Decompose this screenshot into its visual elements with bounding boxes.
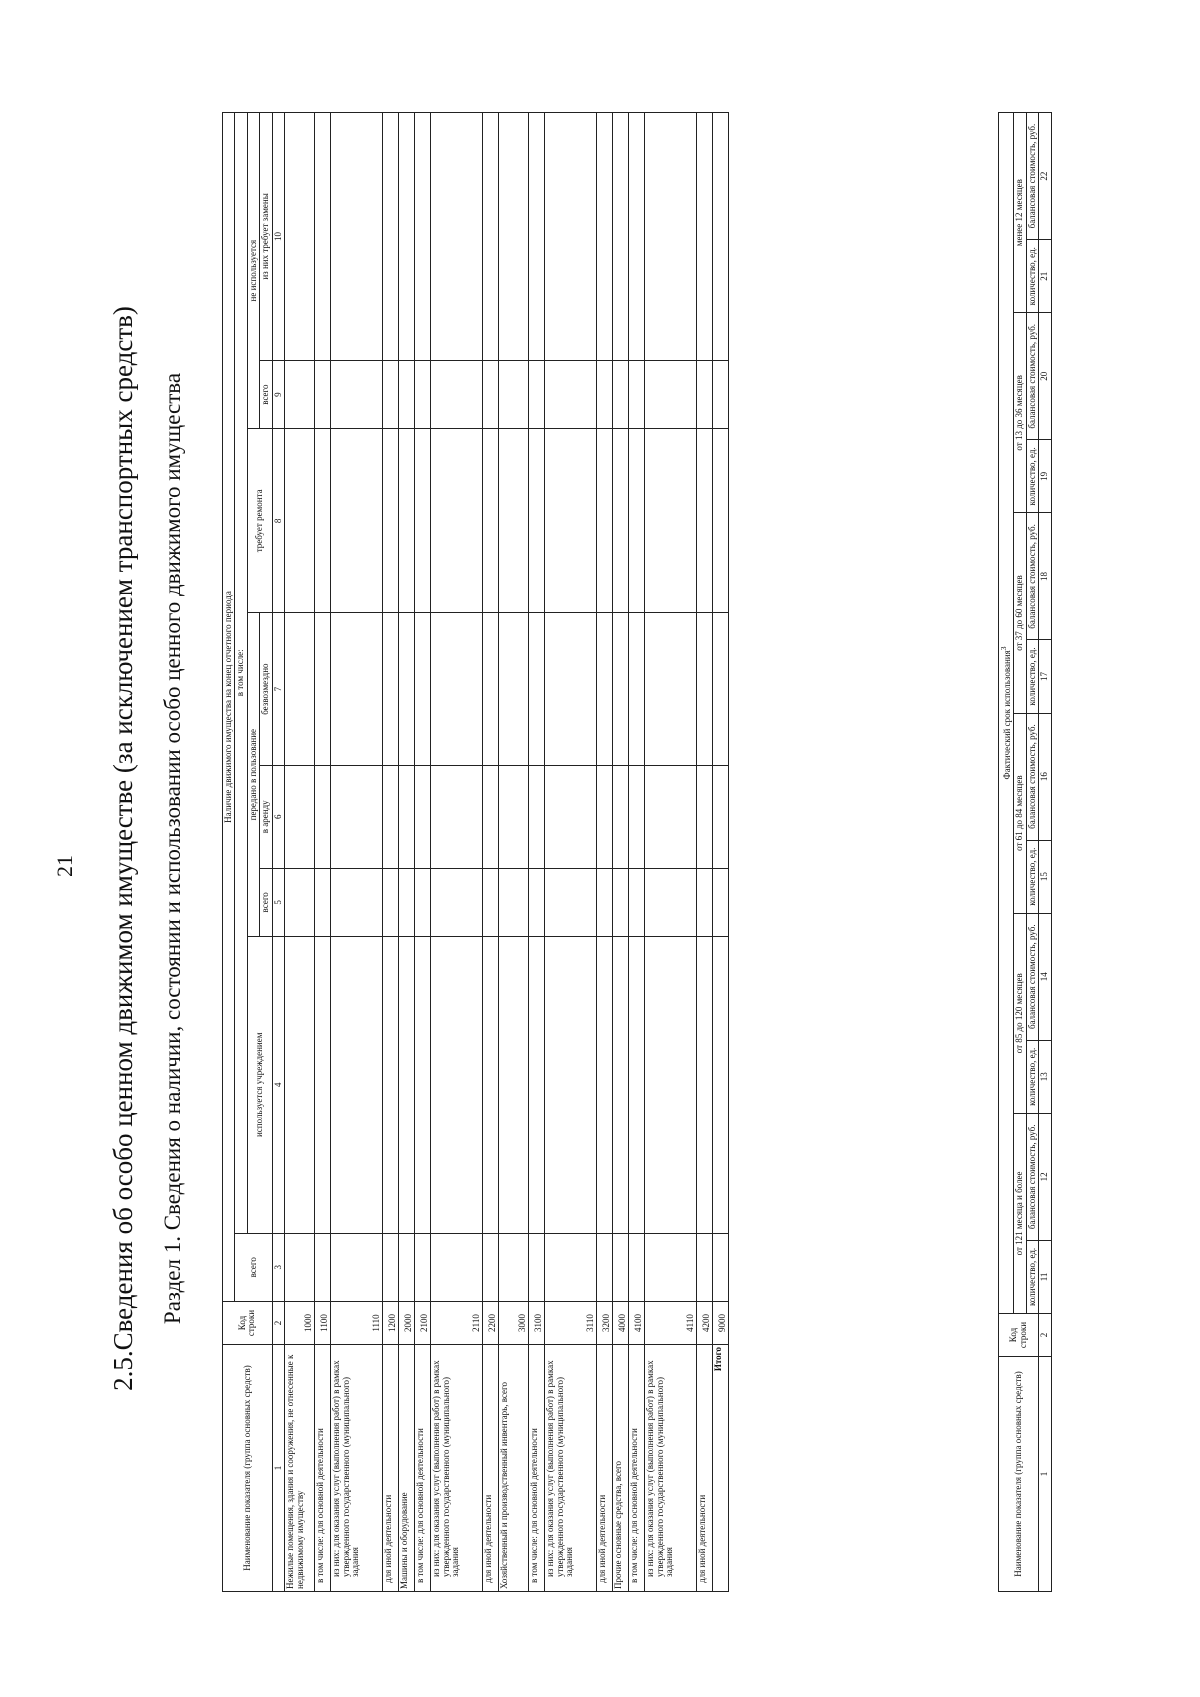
value-cell [645, 613, 697, 766]
table-row [431, 113, 483, 1592]
value-cell [529, 1233, 545, 1301]
value-cell [645, 1233, 697, 1301]
value-cell [713, 429, 729, 613]
column-number: 19 [1039, 440, 1051, 513]
value-cell [697, 613, 713, 766]
value-cell [529, 937, 545, 1234]
value-cell [545, 429, 597, 613]
column-number: 2 [1039, 1314, 1051, 1357]
value-cell [431, 1233, 483, 1301]
value-cell [285, 1233, 315, 1301]
value-cell [431, 429, 483, 613]
period-header: от 121 месяца и более [1014, 1113, 1026, 1313]
value-cell [697, 429, 713, 613]
header-main: Наличие движимого имущества на конец отчетного периода [223, 113, 235, 1302]
row-name: Нежилые помещения, здания и сооружения, не отнесенные к недвижимому имуществу [285, 1345, 315, 1592]
row-name: в том числе: для основной деятельности [629, 1345, 645, 1592]
value-cell [713, 1233, 729, 1301]
row-name: для иной деятельности [597, 1345, 613, 1592]
value-cell [499, 868, 529, 936]
value-header: балансовая стоимость, руб. [1026, 513, 1038, 640]
value-cell [285, 113, 315, 361]
value-cell [285, 429, 315, 613]
value-cell [499, 937, 529, 1234]
header-worn-total: всего [260, 360, 272, 428]
value-cell [645, 429, 697, 613]
value-cell [597, 613, 613, 766]
value-cell [629, 113, 645, 361]
table-row [383, 113, 399, 1592]
header-name: Наименование показателя (группа основных средств) [223, 1345, 273, 1592]
value-cell [483, 765, 499, 868]
value-cell [383, 765, 399, 868]
value-cell [545, 360, 597, 428]
value-cell [331, 937, 383, 1234]
column-number: 21 [1039, 240, 1051, 313]
value-cell [597, 360, 613, 428]
table-row [713, 113, 729, 1592]
header-transferred: передано в пользование [247, 613, 259, 937]
row-name: из них: для оказания услуг (выполнения работ) в рамках утвержденного государственного (муниципального) задания [545, 1345, 597, 1592]
value-cell [645, 765, 697, 868]
footnote-mark: 3 [999, 646, 1008, 651]
table-row [483, 113, 499, 1592]
value-cell [697, 868, 713, 936]
column-number: 8 [272, 429, 284, 613]
value-cell [431, 937, 483, 1234]
value-cell [545, 613, 597, 766]
value-cell [285, 613, 315, 766]
value-cell [315, 868, 331, 936]
header-in-that: в том числе: [235, 113, 247, 1234]
value-cell [315, 765, 331, 868]
row-code: 4100 [629, 1302, 645, 1345]
value-cell [529, 613, 545, 766]
value-cell [499, 360, 529, 428]
value-cell [545, 868, 597, 936]
column-number: 2 [272, 1302, 284, 1345]
column-number: 1 [272, 1345, 284, 1592]
value-cell [431, 868, 483, 936]
table-row [597, 113, 613, 1592]
column-numbers-row [1039, 113, 1051, 1592]
value-cell [613, 1233, 629, 1301]
value-cell [545, 113, 597, 361]
value-header: балансовая стоимость, руб. [1026, 1113, 1038, 1240]
row-code: 1200 [383, 1302, 399, 1345]
value-header: балансовая стоимость, руб. [1026, 713, 1038, 840]
value-cell [645, 113, 697, 361]
value-cell [415, 937, 431, 1234]
row-name: Машины и оборудование [399, 1345, 415, 1592]
period-header: от 13 до 36 месяцев [1014, 313, 1026, 513]
value-cell [399, 613, 415, 766]
value-cell [613, 429, 629, 613]
value-cell [629, 613, 645, 766]
row-code: 4000 [613, 1302, 629, 1345]
value-cell [697, 360, 713, 428]
column-number: 1 [1039, 1357, 1051, 1592]
value-cell [415, 765, 431, 868]
value-cell [431, 113, 483, 361]
table-row [697, 113, 713, 1592]
column-number: 18 [1039, 513, 1051, 640]
table-row [315, 113, 331, 1592]
table-row [415, 113, 431, 1592]
value-cell [383, 937, 399, 1234]
row-name: из них: для оказания услуг (выполнения работ) в рамках утвержденного государственного (муниципального) задания [331, 1345, 383, 1592]
value-cell [697, 937, 713, 1234]
qty-header: количество, ед. [1026, 240, 1038, 313]
value-cell [529, 868, 545, 936]
value-cell [431, 765, 483, 868]
value-cell [483, 868, 499, 936]
value-cell [613, 113, 629, 361]
value-cell [399, 1233, 415, 1301]
value-cell [315, 937, 331, 1234]
value-cell [285, 765, 315, 868]
usage-period-table [998, 112, 1052, 1592]
column-number: 13 [1039, 1040, 1051, 1113]
value-cell [415, 1233, 431, 1301]
row-name: для иной деятельности [383, 1345, 399, 1592]
assets-availability-table [222, 112, 729, 1592]
value-cell [645, 360, 697, 428]
value-header: балансовая стоимость, руб. [1026, 113, 1038, 240]
value-cell [629, 765, 645, 868]
value-cell [315, 1233, 331, 1301]
period-header: от 85 до 120 месяцев [1014, 913, 1026, 1113]
row-code: 1110 [331, 1302, 383, 1345]
row-code: 4200 [697, 1302, 713, 1345]
value-cell [499, 113, 529, 361]
value-cell [629, 429, 645, 613]
row-code: 1100 [315, 1302, 331, 1345]
column-number: 20 [1039, 313, 1051, 440]
value-cell [331, 429, 383, 613]
row-code: 2000 [399, 1302, 415, 1345]
value-cell [383, 113, 399, 361]
row-name: в том числе: для основной деятельности [415, 1345, 431, 1592]
header-name: Наименование показателя (группа основных средств) [999, 1357, 1039, 1592]
value-cell [597, 113, 613, 361]
value-cell [383, 1233, 399, 1301]
header-not-used: не используется [247, 113, 259, 429]
value-cell [383, 360, 399, 428]
row-name: Хозяйственный и производственный инвентарь, всего [499, 1345, 529, 1592]
table-row [285, 113, 315, 1592]
value-cell [383, 429, 399, 613]
value-cell [285, 360, 315, 428]
value-cell [613, 765, 629, 868]
value-cell [713, 360, 729, 428]
value-cell [315, 429, 331, 613]
value-cell [483, 937, 499, 1234]
column-number: 6 [272, 765, 284, 868]
document-title: 2.5.Сведения об особо ценном движимом имуществе (за исключением транспортных средств) [108, 306, 138, 1391]
value-cell [499, 765, 529, 868]
value-cell [415, 113, 431, 361]
header-code: Код строки [999, 1314, 1039, 1357]
column-number: 12 [1039, 1113, 1051, 1240]
value-cell [483, 429, 499, 613]
value-cell [399, 113, 415, 361]
value-cell [645, 868, 697, 936]
value-cell [415, 868, 431, 936]
table-row [399, 113, 415, 1592]
header-code: Код строки [223, 1302, 273, 1345]
value-cell [331, 613, 383, 766]
value-cell [613, 868, 629, 936]
table-row [545, 113, 597, 1592]
table-body [285, 113, 729, 1592]
row-code: 9000 [713, 1302, 729, 1345]
row-name: из них: для оказания услуг (выполнения работ) в рамках утвержденного государственного (муниципального) задания [645, 1345, 697, 1592]
header-total: всего [235, 1233, 272, 1301]
value-cell [499, 613, 529, 766]
row-code: 2100 [415, 1302, 431, 1345]
period-header: от 37 до 60 месяцев [1014, 513, 1026, 713]
value-cell [399, 765, 415, 868]
column-number: 10 [272, 113, 284, 361]
value-cell [483, 613, 499, 766]
row-name: для иной деятельности [697, 1345, 713, 1592]
row-code: 3000 [499, 1302, 529, 1345]
value-cell [399, 937, 415, 1234]
value-cell [529, 360, 545, 428]
column-number: 5 [272, 868, 284, 936]
value-cell [545, 765, 597, 868]
column-number: 9 [272, 360, 284, 428]
value-cell [629, 1233, 645, 1301]
value-cell [697, 113, 713, 361]
value-cell [597, 765, 613, 868]
column-number: 3 [272, 1233, 284, 1301]
value-cell [629, 360, 645, 428]
table-row [645, 113, 697, 1592]
value-cell [697, 765, 713, 868]
value-cell [713, 613, 729, 766]
value-cell [713, 765, 729, 868]
value-cell [383, 868, 399, 936]
value-cell [331, 868, 383, 936]
value-cell [545, 937, 597, 1234]
value-cell [315, 360, 331, 428]
row-code: 3100 [529, 1302, 545, 1345]
row-name: Прочие основные средства, всего [613, 1345, 629, 1592]
header-rent: в аренду [260, 765, 272, 868]
value-cell [545, 1233, 597, 1301]
table-row [499, 113, 529, 1592]
page-number: 21 [52, 855, 77, 877]
period-header: менее 12 месяцев [1014, 113, 1026, 313]
qty-header: количество, ед. [1026, 1040, 1038, 1113]
qty-header: количество, ед. [1026, 840, 1038, 913]
column-number: 4 [272, 937, 284, 1234]
value-cell [399, 360, 415, 428]
value-cell [629, 868, 645, 936]
value-cell [383, 613, 399, 766]
value-cell [483, 360, 499, 428]
value-cell [713, 113, 729, 361]
table-row [529, 113, 545, 1592]
value-cell [399, 429, 415, 613]
value-cell [529, 113, 545, 361]
header-trans-total: всего [260, 868, 272, 936]
value-cell [331, 113, 383, 361]
value-cell [285, 868, 315, 936]
value-header: балансовая стоимость, руб. [1026, 913, 1038, 1040]
header-usage-period-text: Фактический срок использования [1002, 650, 1012, 780]
value-cell [713, 937, 729, 1234]
value-cell [483, 1233, 499, 1301]
value-header: балансовая стоимость, руб. [1026, 313, 1038, 440]
row-code: 3200 [597, 1302, 613, 1345]
value-cell [713, 868, 729, 936]
column-number: 15 [1039, 840, 1051, 913]
qty-header: количество, ед. [1026, 1240, 1038, 1313]
column-number: 17 [1039, 640, 1051, 713]
column-number: 7 [272, 613, 284, 766]
value-cell [613, 360, 629, 428]
value-cell [331, 1233, 383, 1301]
value-cell [613, 613, 629, 766]
header-used: используется учреждением [247, 937, 272, 1234]
row-name: для иной деятельности [483, 1345, 499, 1592]
value-cell [597, 868, 613, 936]
column-number: 22 [1039, 113, 1051, 240]
column-number: 11 [1039, 1240, 1051, 1313]
value-cell [499, 1233, 529, 1301]
column-number: 16 [1039, 713, 1051, 840]
value-cell [431, 613, 483, 766]
row-name: в том числе: для основной деятельности [529, 1345, 545, 1592]
value-cell [529, 429, 545, 613]
header-repair: требует ремонта [247, 429, 272, 613]
column-number: 14 [1039, 913, 1051, 1040]
header-worn-replace: из них требует замены [260, 113, 272, 361]
qty-header: количество, ед. [1026, 640, 1038, 713]
row-code: 4110 [645, 1302, 697, 1345]
row-name: из них: для оказания услуг (выполнения работ) в рамках утвержденного государственного (муниципального) задания [431, 1345, 483, 1592]
value-cell [597, 1233, 613, 1301]
column-numbers-row [272, 113, 284, 1592]
value-cell [315, 613, 331, 766]
qty-header: количество, ед. [1026, 440, 1038, 513]
value-cell [415, 360, 431, 428]
value-cell [629, 937, 645, 1234]
section-title: Раздел 1. Сведения о наличии, состоянии и использовании особо ценного движимого имущества [160, 372, 185, 1325]
row-code: 2200 [483, 1302, 499, 1345]
value-cell [483, 113, 499, 361]
table-row [331, 113, 383, 1592]
value-cell [285, 937, 315, 1234]
value-cell [597, 429, 613, 613]
value-cell [331, 765, 383, 868]
row-name: в том числе: для основной деятельности [315, 1345, 331, 1592]
row-code: 2110 [431, 1302, 483, 1345]
period-header: от 61 до 84 месяцев [1014, 713, 1026, 913]
row-code: 1000 [285, 1302, 315, 1345]
value-cell [529, 765, 545, 868]
row-name: Итого [713, 1345, 729, 1592]
value-cell [645, 937, 697, 1234]
value-cell [613, 937, 629, 1234]
value-cell [415, 429, 431, 613]
value-cell [597, 937, 613, 1234]
table-row [629, 113, 645, 1592]
value-cell [431, 360, 483, 428]
header-free: безвозмездно [260, 613, 272, 766]
value-cell [499, 429, 529, 613]
value-cell [315, 113, 331, 361]
table-row [613, 113, 629, 1592]
header-usage-period [999, 113, 1014, 1314]
value-cell [697, 1233, 713, 1301]
value-cell [415, 613, 431, 766]
value-cell [399, 868, 415, 936]
row-code: 3110 [545, 1302, 597, 1345]
value-cell [331, 360, 383, 428]
